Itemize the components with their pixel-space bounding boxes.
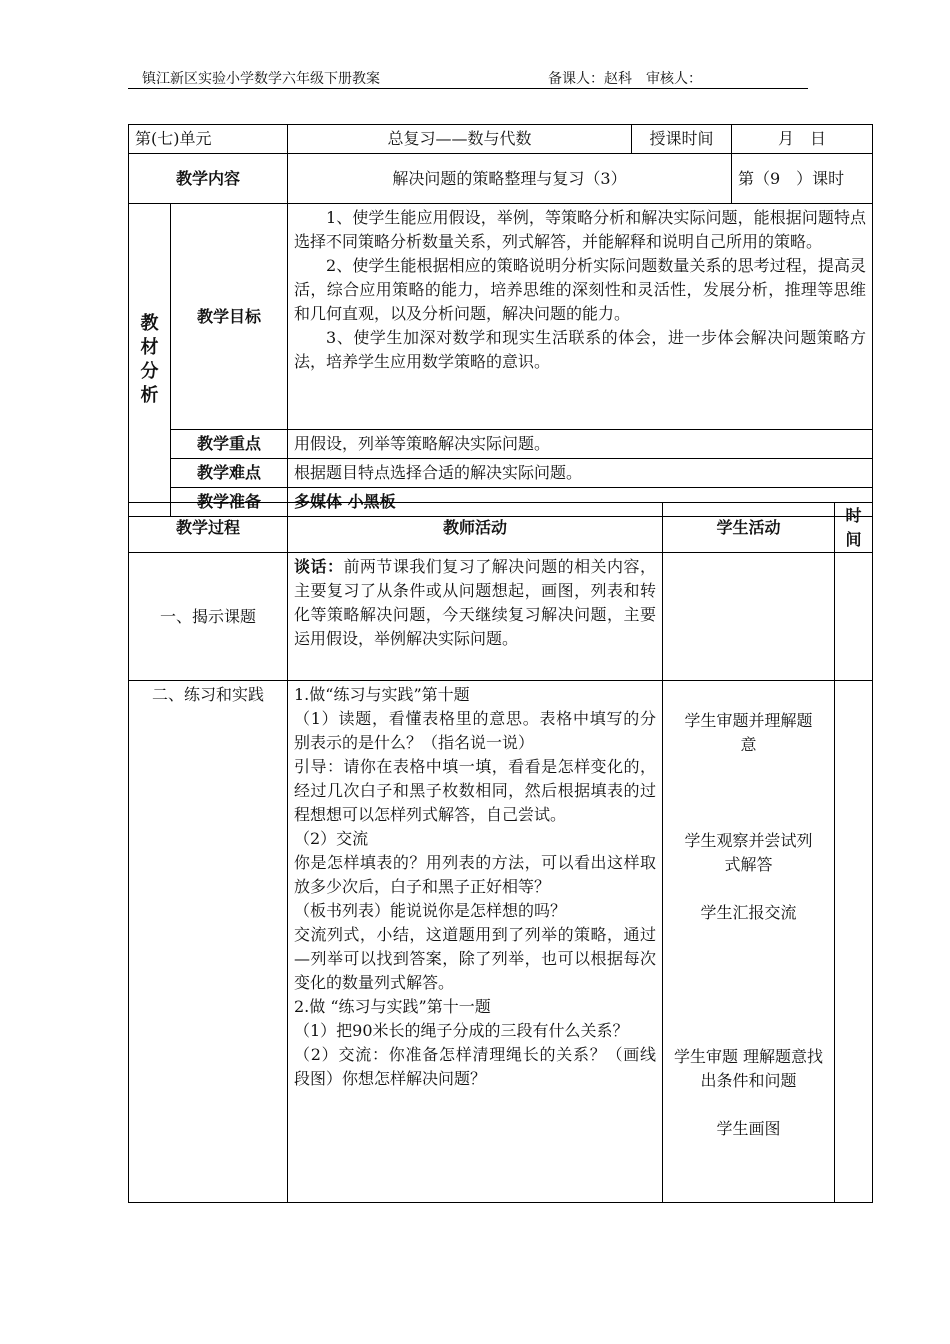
analysis-label: 教材分析 (129, 204, 171, 517)
content-label: 教学内容 (129, 154, 288, 204)
student-note: 学生审题并理解题意 (684, 711, 813, 754)
teacher-line: （1）读题，看懂表格里的意思。表格中填写的分别表示的是什么？（指名说一说） (294, 709, 656, 752)
teacher-line: 交流列式，小结，这道题用到了列举的策略，通过—列举可以找到答案，除了列举，也可以根据每次变化的数量列式解答。 (294, 925, 656, 992)
goal-3: 3、使学生加深对数学和现实生活联系的体会，进一步体会解决问题策略方法，培养学生应用数学策略的意识。 (294, 328, 866, 371)
date-cell: 月 日 (732, 125, 873, 154)
preparer-info: 备课人：赵科 审核人： (548, 71, 702, 87)
key-label: 教学重点 (171, 430, 288, 459)
goal-1: 1、使学生能应用假设，举例，等策略分析和解决实际问题，能根据问题特点选择不同策略分析数量关系，列式解答，并能解释和说明自己所用的策略。 (294, 208, 866, 251)
student-header: 学生活动 (663, 503, 835, 553)
process-table (128, 502, 873, 1203)
student-note: 学生审题 理解题意找出条件和问题 (673, 1047, 824, 1090)
prep-cell: 多媒体 小黑板 (288, 488, 873, 517)
lesson-number-cell: 第（9 ）课时 (732, 154, 873, 204)
student-note: 学生画图 (716, 1119, 781, 1138)
difficulty-cell: 根据题目特点选择合适的解决实际问题。 (288, 459, 873, 488)
goals-cell (288, 204, 873, 430)
step1-title: 一、揭示课题 (129, 553, 288, 681)
difficulty-label: 教学难点 (171, 459, 288, 488)
step2-student (663, 681, 835, 1203)
teacher-line: （板书列表）能说说你是怎样想的吗？ (294, 901, 567, 920)
step2-title: 二、练习和实践 (129, 681, 288, 1203)
teacher-line: （2）交流 (294, 829, 369, 848)
step1-text: 前两节课我们复习了解决问题的相关内容，主要复习了从条件或从问题想起，画图，列表和转化等策略解决问题，今天继续复习解决问题，主要运用假设，举例解决实际问题。 (294, 557, 656, 648)
content-cell: 解决问题的策略整理与复习（3） (288, 154, 732, 204)
lesson-info-table (128, 124, 873, 517)
step1-student (663, 553, 835, 681)
topic-cell: 总复习——数与代数 (288, 125, 632, 154)
school-title: 镇江新区实验小学数学六年级下册教案 (142, 71, 380, 87)
step1-time (835, 553, 873, 681)
teacher-line: 你是怎样填表的？用列表的方法，可以看出这样取放多少次后，白子和黑子正好相等？ (294, 853, 656, 896)
step1-teacher (288, 553, 663, 681)
goal-label: 教学目标 (171, 204, 288, 430)
step2-time (835, 681, 873, 1203)
step2-teacher (288, 681, 663, 1203)
time-header: 时间 (835, 503, 873, 553)
time-label-cell: 授课时间 (632, 125, 732, 154)
teacher-line: 1.做“练习与实践”第十题 (294, 685, 470, 704)
prep-label: 教学准备 (171, 488, 288, 517)
teacher-line: （2）交流：你准备怎样清理绳长的关系？（画线段图）你想怎样解决问题？ (294, 1045, 656, 1088)
unit-cell: 第(七)单元 (129, 125, 288, 154)
student-note: 学生观察并尝试列式解答 (684, 831, 813, 874)
key-cell: 用假设，列举等策略解决实际问题。 (288, 430, 873, 459)
teacher-line: （1）把90米长的绳子分成的三段有什么关系？ (294, 1021, 629, 1040)
teacher-line: 2.做 “练习与实践”第十一题 (294, 997, 491, 1016)
step1-lead: 谈话： (294, 557, 344, 576)
teacher-line: 引导：请你在表格中填一填，看看是怎样变化的，经过几次白子和黑子枚数相同，然后根据填表的过程想想可以怎样列式解答，自己尝试。 (294, 757, 656, 824)
goal-2: 2、使学生能根据相应的策略说明分析实际问题数量关系的思考过程，提高灵活，综合应用策略的能力，培养思维的深刻性和灵活性，发展分析，推理等思维和几何直观，以及分析问题，解决问题的能力。 (294, 256, 866, 323)
student-note: 学生汇报交流 (700, 903, 797, 922)
process-header: 教学过程 (129, 503, 288, 553)
teacher-header: 教师活动 (288, 503, 663, 553)
page-header (128, 66, 808, 89)
